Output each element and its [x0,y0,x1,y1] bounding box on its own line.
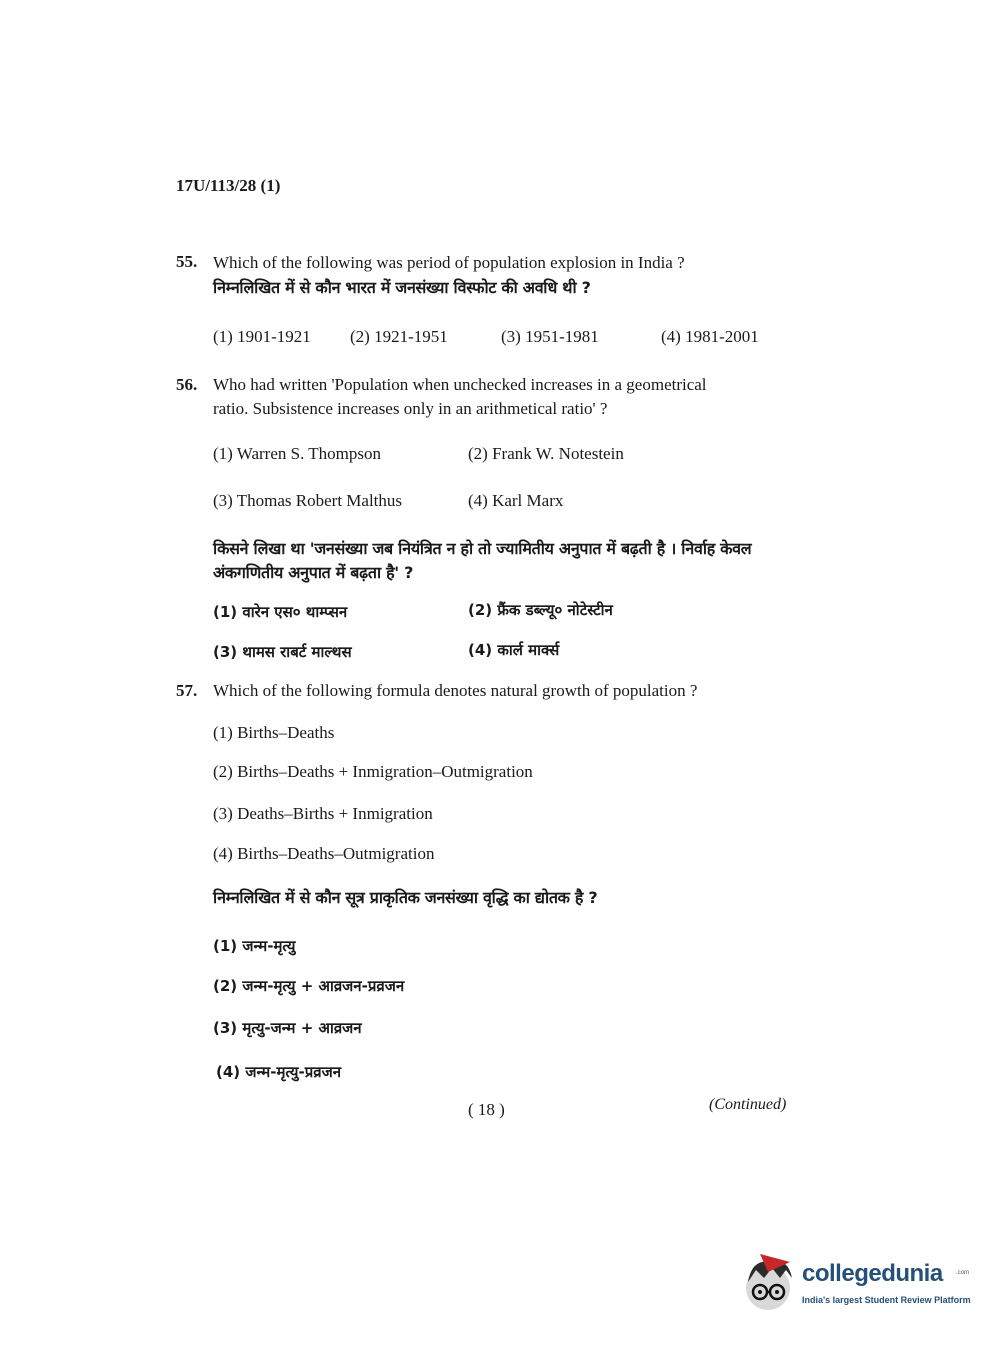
option-2-hi: (2) फ्रैंक डब्ल्यू० नोटेस्टीन [468,601,613,619]
option-1-hi: (1) जन्म-मृत्यु [213,937,296,955]
question-text-hi-line2: अंकगणितीय अनुपात में बढ़ता है' ? [213,563,414,582]
question-number: 55. [176,252,198,271]
logo-tagline: India's largest Student Review Platform [802,1295,971,1305]
option-1-en: (1) Births–Deaths [213,723,335,742]
option-4-en: (4) Births–Deaths–Outmigration [213,844,435,863]
question-number: 57. [176,681,198,700]
page-number: ( 18 ) [468,1100,505,1119]
option-2-hi: (2) जन्म-मृत्यु + आव्रजन-प्रव्रजन [213,977,405,995]
option-4-hi: (4) कार्ल मार्क्स [468,641,560,659]
option-2-en: (2) Births–Deaths + Inmigration–Outmigration [213,762,533,781]
question-text-hi: निम्नलिखित में से कौन भारत में जनसंख्या विस्फोट की अवधि थी ? [213,278,591,297]
option-1-en: (1) Warren S. Thompson [213,444,381,463]
option-3-hi: (3) थामस राबर्ट माल्थस [213,643,352,661]
question-text-en-line1: Who had written 'Population when unchecked increases in a geometrical [213,375,707,394]
option-1: (1) 1901-1921 [213,327,311,346]
option-4-en: (4) Karl Marx [468,491,564,510]
question-text-en-line2: ratio. Subsistence increases only in an arithmetical ratio' ? [213,399,608,418]
collegedunia-logo [742,1248,972,1318]
option-3: (3) 1951-1981 [501,327,599,346]
mascot-icon [742,1248,802,1318]
option-3-en: (3) Deaths–Births + Inmigration [213,804,433,823]
option-2-en: (2) Frank W. Notestein [468,444,624,463]
question-text-hi: निम्नलिखित में से कौन सूत्र प्राकृतिक जनसंख्या वृद्धि का द्योतक है ? [213,888,598,907]
option-1-hi: (1) वारेन एस० थाम्प्सन [213,603,348,621]
question-text-hi-line1: किसने लिखा था 'जनसंख्या जब नियंत्रित न हो तो ज्यामितीय अनुपात में बढ़ती है । निर्वाह केवल [213,539,752,558]
question-number: 56. [176,375,198,394]
option-3-en: (3) Thomas Robert Malthus [213,491,403,510]
option-4: (4) 1981-2001 [661,327,759,346]
logo-suffix: .com [956,1270,970,1276]
question-text-en: Which of the following was period of population explosion in India ? [213,253,685,272]
option-2: (2) 1921-1951 [350,327,448,346]
option-4-hi: (4) जन्म-मृत्यु-प्रव्रजन [216,1063,342,1081]
question-text-en: Which of the following formula denotes natural growth of population ? [213,681,698,700]
paper-code: 17U/113/28 (1) [176,176,281,195]
logo-name: collegedunia [802,1260,943,1287]
continued-label: (Continued) [709,1096,787,1113]
option-3-hi: (3) मृत्यु-जन्म + आव्रजन [213,1019,362,1037]
